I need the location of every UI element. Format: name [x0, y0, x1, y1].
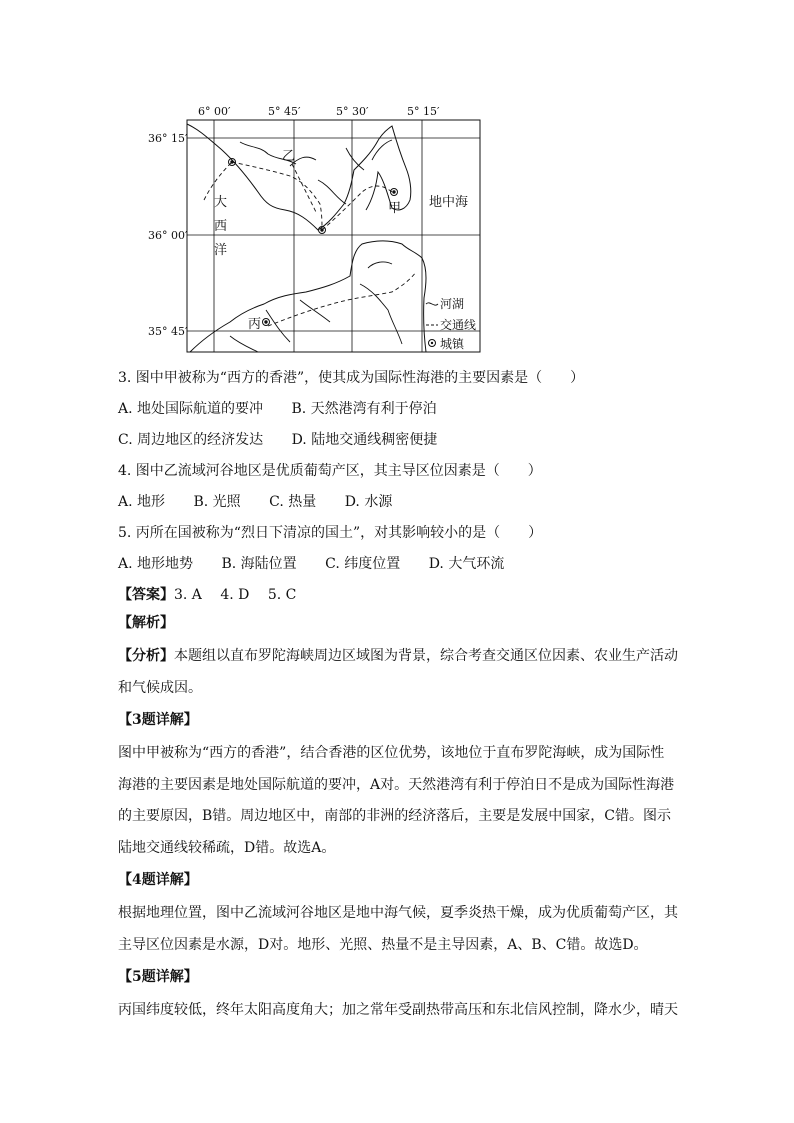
document-body — [118, 368, 678, 1027]
label-mediterranean: 地中海 — [429, 195, 469, 210]
detail-3-line: 海港的主要因素是地处国际航道的要冲，A对。天然港湾有利于停泊日不是成为国际性海港 — [118, 776, 675, 793]
lon-label-4: 5° 15′ — [407, 105, 440, 118]
detail-3-line: 图中甲被称为“西方的香港”，结合香港的区位优势，该地位于直布罗陀海峡，成为国际性 — [118, 745, 665, 761]
question-4-stem: 4. 图中乙流域河谷地区是优质葡萄产区，其主导区位因素是（ ） — [118, 463, 542, 479]
question-4-options — [118, 492, 678, 512]
question-5-stem: 5. 丙所在国被称为“烈日下清凉的国土”，对其影响较小的是（ ） — [118, 525, 543, 541]
lon-label-2: 5° 45′ — [268, 105, 301, 118]
detail-4-paragraph — [118, 898, 678, 961]
answer-line — [118, 585, 678, 605]
roads — [204, 162, 416, 326]
lon-label-1: 6° 00′ — [198, 105, 231, 118]
lon-label-3: 5° 30′ — [336, 105, 369, 118]
label-yi: 乙 — [282, 149, 296, 164]
q5-option-b: B. 海陆位置 — [221, 556, 297, 572]
detail-3-line: 陆地交通线较稀疏，D错。故选A。 — [118, 839, 336, 856]
question-5-options — [118, 554, 678, 574]
q5-option-c: C. 纬度位置 — [325, 556, 401, 572]
detail-4-line: 根据地理位置，图中乙流域河谷地区是地中海气候，夏季炎热干燥，成为优质葡萄产区，其 — [118, 905, 678, 921]
question-3-options-row1 — [118, 399, 678, 419]
detail-5-title: 【5题详解】 — [118, 969, 198, 985]
q3-option-d: D. 陆地交通线稠密便捷 — [291, 432, 438, 448]
q4-option-c: C. 热量 — [269, 494, 317, 510]
legend-town: 城镇 — [440, 337, 465, 351]
legend-road: 交通线 — [440, 318, 477, 332]
detail-5-paragraph — [118, 995, 678, 1027]
fenxi-label: 【分析】 — [118, 648, 174, 664]
q4-option-a: A. 地形 — [118, 494, 166, 510]
detail-3-title: 【3题详解】 — [118, 712, 198, 728]
fenxi-text: 本题组以直布罗陀海峡周边区域图为背景，综合考查交通区位因素、农业生产活动和气候成因。 — [118, 648, 678, 696]
label-bing: 丙 — [248, 317, 262, 332]
legend-river: 河湖 — [440, 297, 465, 311]
map-grid — [187, 120, 480, 352]
question-3-options-row2 — [118, 430, 678, 450]
q3-option-c: C. 周边地区的经济发达 — [118, 432, 264, 448]
answer-label: 【答案】 — [118, 587, 174, 603]
q3-option-a: A. 地处国际航道的要冲 — [118, 401, 264, 417]
strait-map — [140, 100, 500, 356]
map-frame — [187, 120, 480, 352]
detail-5-line: 丙国纬度较低，终年太阳高度角大；加之常年受副热带高压和东北信风控制，降水少，晴天 — [118, 1002, 678, 1018]
map-legend — [426, 296, 476, 351]
fenxi-paragraph — [118, 641, 678, 704]
label-atlantic-2: 西 — [214, 219, 228, 234]
question-3-stem: 3. 图中甲被称为“西方的香港”，使其成为国际性海港的主要因素是（ ） — [118, 370, 585, 386]
label-atlantic-1: 大 — [214, 195, 228, 210]
q5-option-d: D. 大气环流 — [428, 556, 505, 572]
label-atlantic-3: 洋 — [214, 243, 228, 258]
analysis-title: 【解析】 — [118, 615, 174, 631]
lat-label-2: 36° 00′ — [148, 229, 188, 242]
label-jia: 甲 — [388, 201, 402, 216]
q4-option-d: D. 水源 — [344, 494, 393, 510]
detail-3-line: 的主要原因，B错。周边地区中，南部的非洲的经济落后，主要是发展中国家，C错。图示 — [118, 808, 671, 824]
river-legend-icon — [426, 303, 438, 305]
q5-option-a: A. 地形地势 — [118, 556, 194, 572]
detail-4-title: 【4题详解】 — [118, 872, 198, 888]
q4-option-b: B. 光照 — [193, 494, 241, 510]
answer-text: 3. A 4. D 5. C — [174, 587, 297, 603]
lat-label-1: 36° 15′ — [148, 132, 188, 145]
detail-3-paragraph — [118, 738, 678, 864]
detail-4-line: 主导区位因素是水源，D对。地形、光照、热量不是主导因素，A、B、C错。故选D。 — [118, 936, 648, 953]
lat-label-3: 35° 45′ — [148, 325, 188, 338]
q3-option-b: B. 天然港湾有利于停泊 — [291, 401, 437, 417]
